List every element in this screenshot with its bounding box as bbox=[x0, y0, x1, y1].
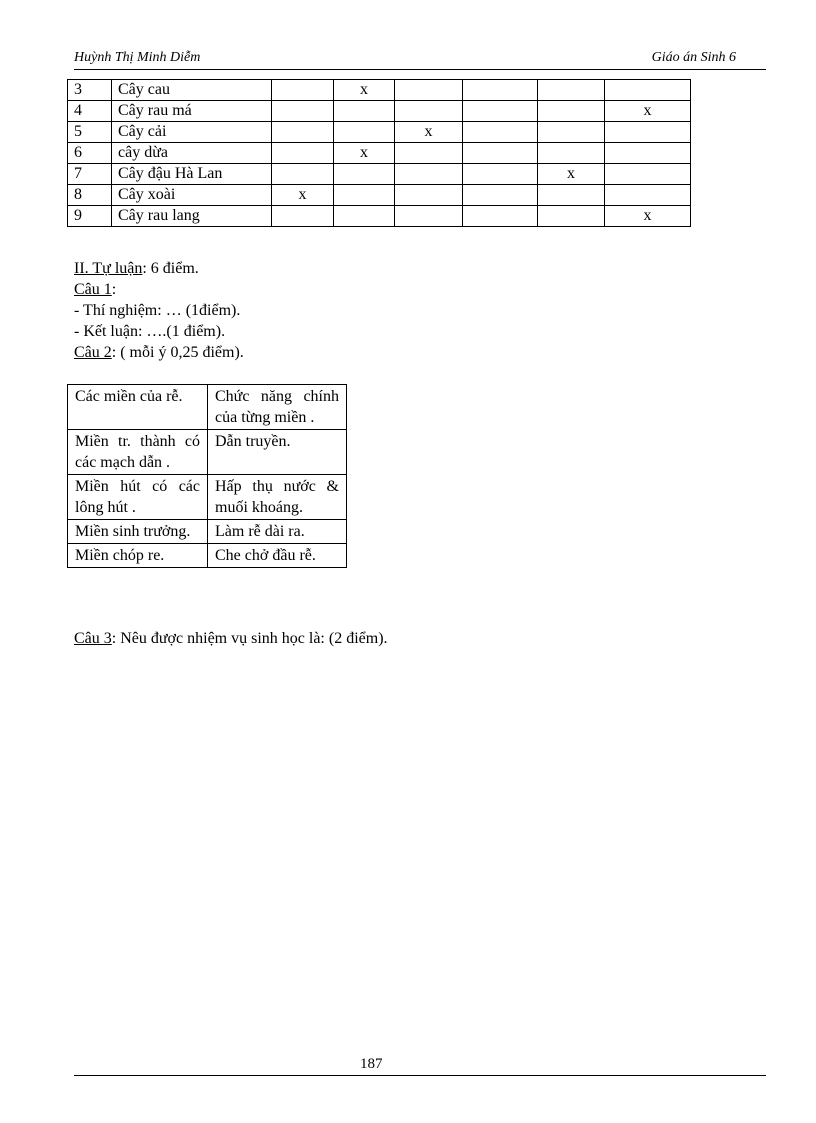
row-number: 9 bbox=[68, 206, 112, 227]
mark-cell bbox=[334, 206, 395, 227]
plant-name: Cây cau bbox=[112, 80, 272, 101]
conclusion-line: - Kết luận: ….(1 điểm). bbox=[74, 323, 226, 340]
mark-cell bbox=[395, 206, 463, 227]
page-header bbox=[74, 49, 766, 70]
mark-cell bbox=[538, 185, 605, 206]
plant-name: Cây xoài bbox=[112, 185, 272, 206]
mark-cell bbox=[605, 122, 691, 143]
mark-cell: x bbox=[538, 164, 605, 185]
mark-cell bbox=[605, 143, 691, 164]
mark-cell bbox=[463, 101, 538, 122]
table-row bbox=[68, 475, 347, 520]
mark-cell: x bbox=[334, 80, 395, 101]
cau-3-label: Câu 3: Nêu được nhiệm vụ sinh học là: (2 điểm). bbox=[74, 630, 388, 647]
mark-cell bbox=[538, 122, 605, 143]
root-zone-cell: Các miền của rễ. bbox=[68, 385, 208, 430]
mark-cell bbox=[272, 101, 334, 122]
table-row bbox=[68, 122, 691, 143]
root-zones-table bbox=[67, 384, 347, 568]
mark-cell bbox=[272, 122, 334, 143]
mark-cell bbox=[605, 185, 691, 206]
mark-cell bbox=[334, 185, 395, 206]
table-row bbox=[68, 185, 691, 206]
mark-cell: x bbox=[272, 185, 334, 206]
mark-cell bbox=[272, 206, 334, 227]
plant-name: Cây cải bbox=[112, 122, 272, 143]
mark-cell bbox=[395, 143, 463, 164]
mark-cell bbox=[334, 164, 395, 185]
table-header-row bbox=[68, 385, 347, 430]
table-row bbox=[68, 143, 691, 164]
function-cell: Che chở đầu rễ. bbox=[208, 544, 347, 568]
table-row bbox=[68, 80, 691, 101]
row-number: 6 bbox=[68, 143, 112, 164]
mark-cell bbox=[272, 80, 334, 101]
mark-cell bbox=[272, 164, 334, 185]
mark-cell bbox=[463, 164, 538, 185]
plant-classification-table bbox=[67, 79, 691, 227]
mark-cell: x bbox=[605, 101, 691, 122]
table-row bbox=[68, 544, 347, 568]
mark-cell bbox=[538, 206, 605, 227]
header-author: Huỳnh Thị Minh Diễm bbox=[74, 50, 201, 65]
plant-name: Cây rau lang bbox=[112, 206, 272, 227]
mark-cell bbox=[538, 80, 605, 101]
mark-cell bbox=[463, 80, 538, 101]
row-number: 5 bbox=[68, 122, 112, 143]
mark-cell bbox=[334, 122, 395, 143]
mark-cell bbox=[272, 143, 334, 164]
table-row bbox=[68, 101, 691, 122]
footer-divider bbox=[74, 1075, 766, 1076]
function-cell: Dẫn truyền. bbox=[208, 430, 347, 475]
section-2-heading: II. Tự luận: 6 điểm. bbox=[74, 260, 199, 277]
root-zone-cell: Miền hút có các lông hút . bbox=[68, 475, 208, 520]
mark-cell: x bbox=[395, 122, 463, 143]
table-row bbox=[68, 430, 347, 475]
table-row bbox=[68, 164, 691, 185]
row-number: 4 bbox=[68, 101, 112, 122]
mark-cell bbox=[463, 206, 538, 227]
plant-name: Cây đậu Hà Lan bbox=[112, 164, 272, 185]
experiment-line: - Thí nghiệm: … (1điểm). bbox=[74, 302, 241, 319]
row-number: 3 bbox=[68, 80, 112, 101]
table-row bbox=[68, 520, 347, 544]
mark-cell bbox=[463, 185, 538, 206]
mark-cell bbox=[605, 164, 691, 185]
table-row bbox=[68, 206, 691, 227]
cau-2-label: Câu 2: ( mỗi ý 0,25 điểm). bbox=[74, 344, 244, 361]
mark-cell bbox=[605, 80, 691, 101]
mark-cell bbox=[463, 122, 538, 143]
row-number: 8 bbox=[68, 185, 112, 206]
root-zone-cell: Miền sinh trưởng. bbox=[68, 520, 208, 544]
plant-name: cây dừa bbox=[112, 143, 272, 164]
mark-cell bbox=[538, 101, 605, 122]
page-number: 187 bbox=[360, 1056, 383, 1072]
mark-cell: x bbox=[605, 206, 691, 227]
root-zone-cell: Miền chóp re. bbox=[68, 544, 208, 568]
function-cell: Chức năng chính của từng miền . bbox=[208, 385, 347, 430]
function-cell: Làm rễ dài ra. bbox=[208, 520, 347, 544]
header-subject: Giáo án Sinh 6 bbox=[651, 50, 736, 65]
mark-cell bbox=[395, 80, 463, 101]
mark-cell bbox=[334, 101, 395, 122]
plant-name: Cây rau má bbox=[112, 101, 272, 122]
mark-cell bbox=[395, 164, 463, 185]
function-cell: Hấp thụ nước & muối khoáng. bbox=[208, 475, 347, 520]
mark-cell bbox=[538, 143, 605, 164]
cau-1-label: Câu 1: bbox=[74, 281, 117, 298]
mark-cell bbox=[395, 185, 463, 206]
root-zone-cell: Miền tr. thành có các mạch dẫn . bbox=[68, 430, 208, 475]
mark-cell bbox=[395, 101, 463, 122]
mark-cell: x bbox=[334, 143, 395, 164]
row-number: 7 bbox=[68, 164, 112, 185]
mark-cell bbox=[463, 143, 538, 164]
